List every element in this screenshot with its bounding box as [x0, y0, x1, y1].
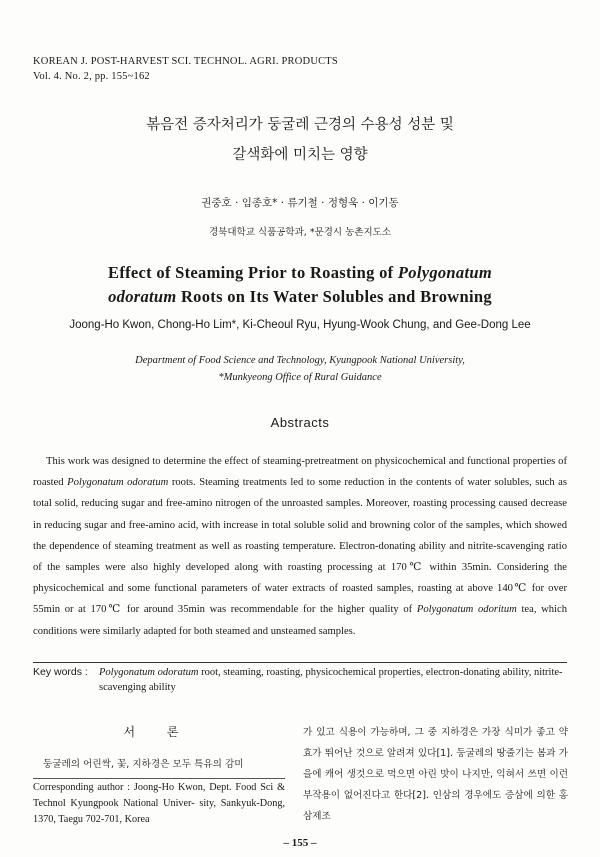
abstract-text-3: tea, which conditions were similarly adapted for both steamed and unsteamed samples. [33, 604, 567, 637]
keywords-species: Polygonatum odoratum [99, 667, 199, 678]
journal-header [33, 54, 338, 84]
english-title-line2-text: Roots on Its Water Solubles and Browning [176, 287, 492, 306]
abstract-species-2: Polygonatum odoritum [416, 604, 517, 616]
footnote-rule [33, 778, 285, 779]
abstract-species-1: Polygonatum odoratum [67, 477, 169, 489]
introduction-left-column: 둥굴레의 어린싹, 꽃, 지하경은 모두 특유의 감미 [43, 759, 244, 770]
english-affiliation-line2: *Munkyeong Office of Rural Guidance [218, 372, 382, 383]
english-title-line1 [0, 261, 600, 285]
english-title-genus: Polygonatum [397, 263, 492, 282]
english-authors: Joong-Ho Kwon, Chong-Ho Lim*, Ki-Cheoul Ryu, Hyung-Wook Chung, and Gee-Dong Lee [69, 319, 531, 331]
keywords-text [99, 665, 567, 695]
english-affiliation [0, 352, 600, 386]
english-title [0, 261, 600, 309]
journal-name: KOREAN J. POST-HARVEST SCI. TECHNOL. AGRI. PRODUCTS [33, 56, 338, 67]
keywords-rule [33, 662, 567, 663]
korean-title-line2: 갈색화에 미치는 영향 [232, 147, 368, 163]
korean-title-line1: 볶음전 증자처리가 둥굴레 근경의 수용성 성분 및 [146, 117, 454, 133]
english-affiliation-line1: Department of Food Science and Technology, Kyungpook National University, [135, 355, 465, 366]
abstract-paragraph [33, 451, 567, 642]
page-number: – 155 – [283, 837, 317, 849]
keywords [33, 665, 567, 697]
english-title-line1-text: Effect of Steaming Prior to Roasting of [108, 263, 398, 282]
english-title-species: odoratum [108, 287, 177, 306]
keywords-list: root, steaming, roasting, physicochemical properties, electron-donating ability, nitrite-scavenging ability [99, 667, 563, 693]
introduction-right-column: 가 있고 식용이 가능하며, 그 중 지하경은 가장 식미가 좋고 약효가 뛰어난 것으로 알려져 있다[1]. 둥굴레의 땅줄기는 봄과 가을에 캐어 생것으로 먹으면 아린 맛이 나지만, 익혀서 쓰면 이런 부작용이 없어진다고 한다[2]. 인삼의 경우에도 증삼에 의한 홍삼제조 [303, 727, 568, 822]
korean-title [0, 113, 600, 167]
english-title-line2 [0, 285, 600, 309]
abstract-text-2: roots. Steaming treatments led to some reduction in the contents of water solubles, such as total solid, reducing sugar and free-amino nitrogen of the unroasted samples. Moreover, roasting processing caused decrease in reducing sugar and free-amino acid, with increase in total soluble solid and browning color of the samples, which showed the dependence of steaming treatment as well as roasting temperature. Electron-donating ability and nitrite-scavenging ratio of the samples were also highly developed along with roasting processing at 170℃ within 35min. Considering the physicochemical and some functional parameters of water extracts of roasted samples, roasting at above 140℃ for over 55min or at 170℃ for around 35min was recommendable for the higher quality of [33, 477, 567, 616]
introduction-heading: 서 론 [123, 725, 193, 739]
korean-authors: 권중호 · 임종호* · 류기철 · 정형욱 · 이기동 [201, 197, 399, 209]
abstract-text-1: This work was designed to determine the effect of steaming-pretreatment on physicochemical and functional properties of roasted [33, 456, 567, 489]
journal-volume: Vol. 4. No. 2, pp. 155~162 [33, 71, 150, 82]
abstract-heading: Abstracts [270, 415, 330, 430]
keywords-label: Key words : [33, 666, 88, 678]
corresponding-author-footnote: Corresponding author : Joong-Ho Kwon, Dept. Food Sci & Technol Kyungpook National Univer- sity, Sankyuk-Dong, 1370, Taegu 702-701, Korea [33, 782, 285, 825]
korean-affiliation: 경북대학교 식품공학과, *문경시 농촌지도소 [208, 227, 392, 238]
abstract-body [33, 451, 567, 642]
